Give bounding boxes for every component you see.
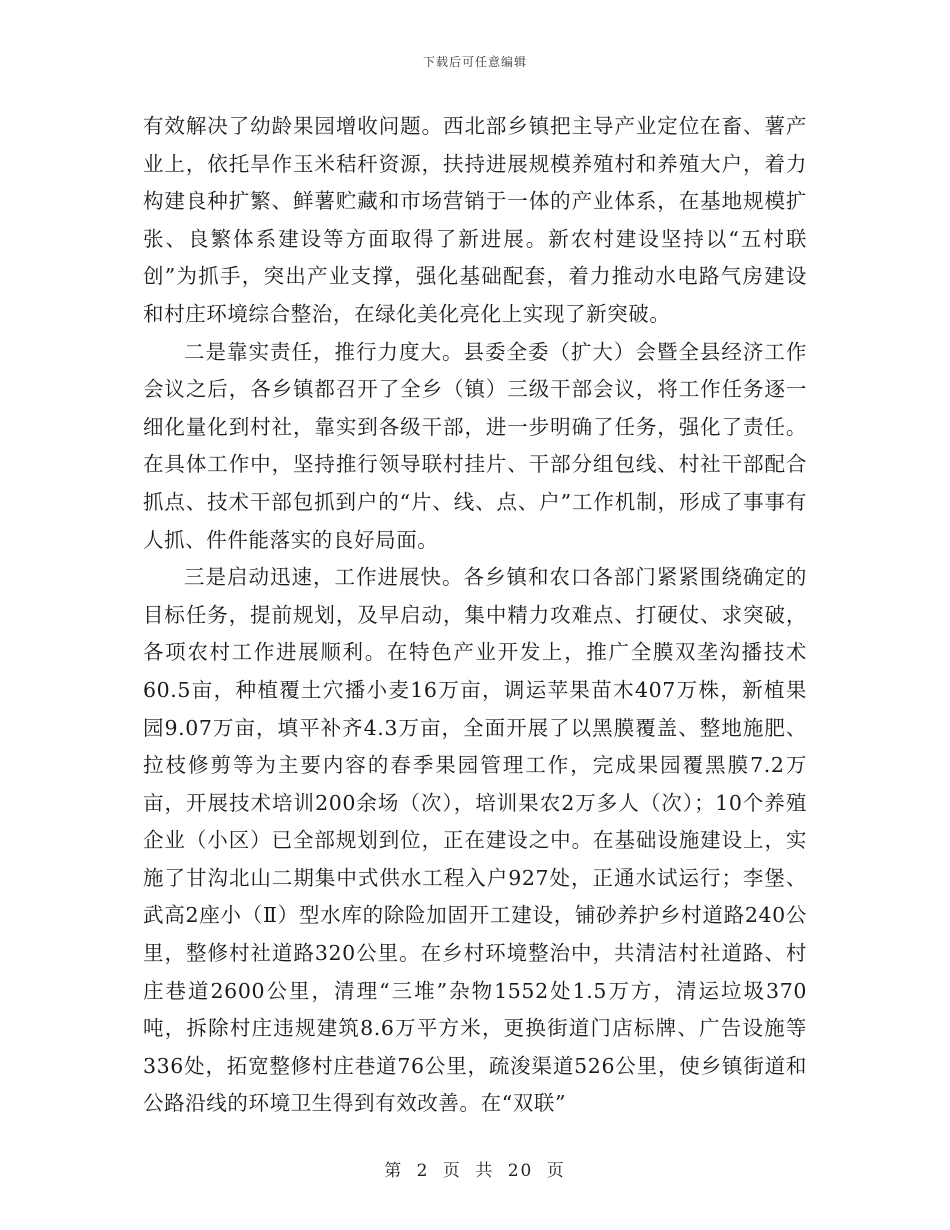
page-number-footer: 第 2 页 共 20 页 <box>384 1161 566 1181</box>
document-body <box>143 108 807 1123</box>
paragraph-1: 有效解决了幼龄果园增收问题。西北部乡镇把主导产业定位在畜、薯产业上，依托旱作玉米秸秆资源，扶持进展规模养殖村和养殖大户，着力构建良种扩繁、鲜薯贮藏和市场营销于一体的产业体系，在基地规模扩张、良繁体系建设等方面取得了新进展。新农村建设坚持以“五村联创”为抓手，突出产业支撑，强化基础配套，着力推动水电路气房建设和村庄环境综合整治，在绿化美化亮化上实现了新突破。 <box>143 114 807 326</box>
paragraph-3: 三是启动迅速，工作进展快。各乡镇和农口各部门紧紧围绕确定的目标任务，提前规划，及早启动，集中精力攻难点、打硬仗、求突破，各项农村工作进展顺利。在特色产业开发上，推广全膜双垄沟播技术60.5亩，种植覆土穴播小麦16万亩，调运苹果苗木407万株，新植果园9.07万亩，填平补齐4.3万亩，全面开展了以黑膜覆盖、整地施肥、拉枝修剪等为主要内容的春季果园管理工作，完成果园覆黑膜7.2万亩，开展技术培训200余场（次），培训果农2万多人（次）；10个养殖企业（小区）已全部规划到位，正在建设之中。在基础设施建设上，实施了甘沟北山二期集中式供水工程入户927处，正通水试运行；李堡、武高2座小（Ⅱ）型水库的除险加固开工建设，铺砂养护乡村道路240公里，整修村社道路320公里。在乡村环境整治中，共清洁村社道路、村庄巷道2600公里，清理“三堆”杂物1552处1.5万方，清运垃圾370吨，拆除村庄违规建筑8.6万平方米，更换街道门店标牌、广告设施等336处，拓宽整修村庄巷道76公里，疏浚渠道526公里，使乡镇街道和公路沿线的环境卫生得到有效改善。在“双联” <box>143 565 807 1116</box>
paragraph-2: 二是靠实责任，推行力度大。县委全委（扩大）会暨全县经济工作会议之后，各乡镇都召开了全乡（镇）三级干部会议，将工作任务逐一细化量化到村社，靠实到各级干部，进一步明确了任务，强化了责任。在具体工作中，坚持推行领导联村挂片、干部分组包线、村社干部配合抓点、技术干部包抓到户的“片、线、点、户”工作机制，形成了事事有人抓、件件能落实的良好局面。 <box>143 339 807 552</box>
header-note: 下载后可任意编辑 <box>422 55 527 69</box>
